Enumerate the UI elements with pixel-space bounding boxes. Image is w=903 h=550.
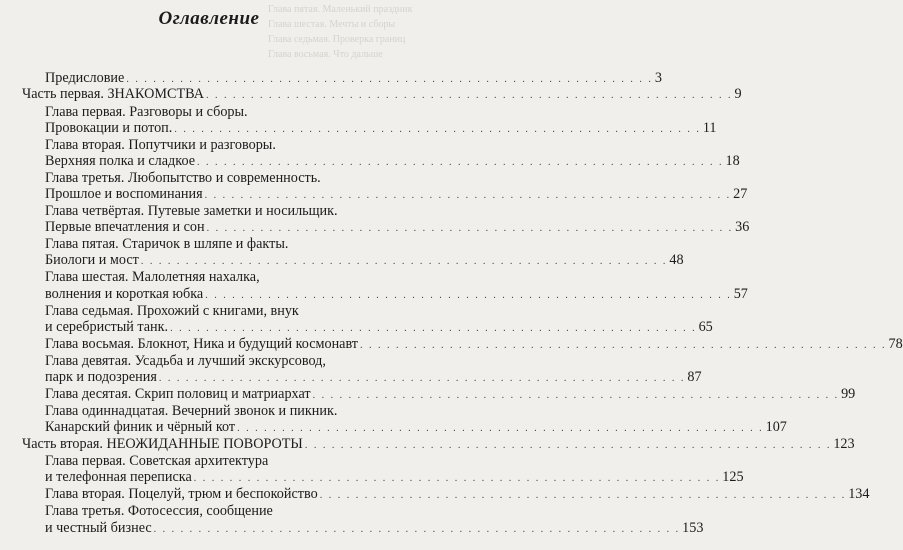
page-number: 27	[733, 186, 748, 202]
dot-leader: . . . . . . . . . . . . . . . . . . . . . . . . . . . . . . . . . . . . . . . . . . . . . . . . . . . . . . . . . . .	[140, 256, 668, 267]
dot-leader: . . . . . . . . . . . . . . . . . . . . . . . . . . . . . . . . . . . . . . . . . . . . . . . . . . . . . . . . . . .	[170, 323, 697, 334]
entry-title: Часть вторая. НЕОЖИДАННЫЕ ПОВОРОТЫ	[22, 436, 303, 452]
toc-entry	[45, 353, 409, 369]
dot-leader: . . . . . . . . . . . . . . . . . . . . . . . . . . . . . . . . . . . . . . . . . . . . . . . . . . . . . . . . . . .	[158, 373, 686, 384]
toc-part-entry	[22, 86, 742, 102]
toc-entry	[45, 403, 409, 419]
entry-title: и честный бизнес	[45, 520, 152, 536]
dot-leader: . . . . . . . . . . . . . . . . . . . . . . . . . . . . . . . . . . . . . . . . . . . . . . . . . . . . . . . . . . .	[360, 340, 887, 351]
entry-title: Глава четвёртая. Путевые заметки и носильщик.	[45, 203, 338, 219]
page-number: 57	[733, 286, 748, 302]
page-number: 87	[687, 369, 702, 385]
entry-title: Глава восьмая. Блокнот, Ника и будущий космонавт	[45, 336, 359, 352]
entry-title: парк и подозрения	[45, 369, 157, 385]
entry-title: Глава шестая. Малолетняя нахалка,	[45, 269, 260, 285]
entry-title: волнения и короткая юбка	[45, 286, 204, 302]
toc-entry	[45, 120, 717, 136]
toc-entry	[45, 104, 409, 120]
entry-title: Глава пятая. Старичок в шляпе и факты.	[45, 236, 289, 252]
page-number: 11	[702, 120, 717, 136]
dot-leader: . . . . . . . . . . . . . . . . . . . . . . . . . . . . . . . . . . . . . . . . . . . . . . . . . . . . . . . . . . .	[193, 473, 721, 484]
dot-leader: . . . . . . . . . . . . . . . . . . . . . . . . . . . . . . . . . . . . . . . . . . . . . . . . . . . . . . . . . . .	[126, 74, 653, 85]
toc-entry	[45, 369, 702, 385]
dot-leader: . . . . . . . . . . . . . . . . . . . . . . . . . . . . . . . . . . . . . . . . . . . . . . . . . . . . . . . . . . .	[237, 423, 764, 434]
page-number: 18	[725, 153, 740, 169]
entry-title: Глава одиннадцатая. Вечерний звонок и пикник.	[45, 403, 338, 419]
page-number: 65	[698, 319, 713, 335]
toc-entry	[45, 319, 713, 335]
entry-title: Глава десятая. Скрип половиц и матриархат	[45, 386, 311, 402]
dot-leader: . . . . . . . . . . . . . . . . . . . . . . . . . . . . . . . . . . . . . . . . . . . . . . . . . . . . . . . . . . .	[174, 124, 701, 135]
entry-title: Биологи и мост	[45, 252, 139, 268]
bleed-line: Глава шестая. Мечты и сборы	[268, 19, 396, 30]
toc-entry	[45, 453, 409, 469]
toc-part-entry	[22, 436, 855, 452]
page-number: 123	[833, 436, 855, 452]
dot-leader: . . . . . . . . . . . . . . . . . . . . . . . . . . . . . . . . . . . . . . . . . . . . . . . . . . . . . . . . . . .	[312, 390, 840, 401]
toc-entry	[45, 419, 787, 435]
toc-entry	[45, 186, 748, 202]
entry-title: Глава первая. Советская архитектура	[45, 453, 269, 469]
entry-title: Глава третья. Фотосессия, сообщение	[45, 503, 273, 519]
page-number: 99	[841, 386, 856, 402]
entry-title: Часть первая. ЗНАКОМСТВА	[22, 86, 204, 102]
entry-title: Глава вторая. Поцелуй, трюм и беспокойство	[45, 486, 318, 502]
toc-entry	[45, 236, 409, 252]
toc-entry	[45, 203, 409, 219]
page-number: 48	[669, 252, 684, 268]
entry-title: Глава третья. Любопытство и современность.	[45, 170, 321, 186]
toc-entry	[45, 303, 409, 319]
entry-title: Предисловие	[45, 70, 125, 86]
toc-entry	[45, 336, 903, 352]
dot-leader: . . . . . . . . . . . . . . . . . . . . . . . . . . . . . . . . . . . . . . . . . . . . . . . . . . . . . . . . . . .	[206, 223, 734, 234]
page-number: 78	[888, 336, 903, 352]
toc-entry	[45, 170, 409, 186]
toc-entry	[45, 469, 744, 485]
page-number: 3	[654, 70, 662, 86]
toc-entry	[45, 386, 856, 402]
bleed-line: Глава седьмая. Проверка границ	[268, 34, 406, 45]
toc-entry	[45, 153, 740, 169]
dot-leader: . . . . . . . . . . . . . . . . . . . . . . . . . . . . . . . . . . . . . . . . . . . . . . . . . . . . . . . . . . .	[197, 157, 724, 168]
dot-leader: . . . . . . . . . . . . . . . . . . . . . . . . . . . . . . . . . . . . . . . . . . . . . . . . . . . . . . . . . . .	[205, 90, 733, 101]
toc-entry	[45, 503, 409, 519]
page-number: 153	[682, 520, 704, 536]
toc-entry	[45, 486, 870, 502]
toc-entry	[45, 520, 704, 536]
toc-entry	[45, 252, 684, 268]
dot-leader: . . . . . . . . . . . . . . . . . . . . . . . . . . . . . . . . . . . . . . . . . . . . . . . . . . . . . . . . . . .	[205, 290, 732, 301]
toc-entry	[45, 219, 750, 235]
page-number: 134	[848, 486, 870, 502]
page-title: Оглавление	[158, 8, 260, 29]
page-number: 9	[734, 86, 742, 102]
toc-entry	[45, 286, 748, 302]
toc-entry	[45, 137, 409, 153]
dot-leader: . . . . . . . . . . . . . . . . . . . . . . . . . . . . . . . . . . . . . . . . . . . . . . . . . . . . . . . . . . .	[304, 440, 832, 451]
entry-title: Глава девятая. Усадьба и лучший экскурсовод,	[45, 353, 326, 369]
toc-entry	[45, 269, 409, 285]
entry-title: Верхняя полка и сладкое	[45, 153, 196, 169]
entry-title: Прошлое и воспоминания	[45, 186, 203, 202]
entry-title: и телефонная переписка	[45, 469, 192, 485]
page-number: 125	[722, 469, 744, 485]
toc-entry	[45, 70, 662, 86]
entry-title: Первые впечатления и сон	[45, 219, 205, 235]
entry-title: Канарский финик и чёрный кот	[45, 419, 236, 435]
bleed-line: Глава пятая. Маленький праздник	[268, 4, 413, 15]
dot-leader: . . . . . . . . . . . . . . . . . . . . . . . . . . . . . . . . . . . . . . . . . . . . . . . . . . . . . . . . . . .	[204, 190, 732, 201]
dot-leader: . . . . . . . . . . . . . . . . . . . . . . . . . . . . . . . . . . . . . . . . . . . . . . . . . . . . . . . . . . .	[319, 490, 847, 501]
entry-title: Глава седьмая. Прохожий с книгами, внук	[45, 303, 299, 319]
entry-title: и серебристый танк.	[45, 319, 169, 335]
entry-title: Глава вторая. Попутчики и разговоры.	[45, 137, 276, 153]
page-number: 107	[765, 419, 787, 435]
page-number: 36	[735, 219, 750, 235]
dot-leader: . . . . . . . . . . . . . . . . . . . . . . . . . . . . . . . . . . . . . . . . . . . . . . . . . . . . . . . . . . .	[153, 524, 681, 535]
bleed-line: Глава восьмая. Что дальше	[268, 49, 383, 60]
entry-title: Глава первая. Разговоры и сборы.	[45, 104, 248, 120]
entry-title: Провокации и потоп.	[45, 120, 173, 136]
